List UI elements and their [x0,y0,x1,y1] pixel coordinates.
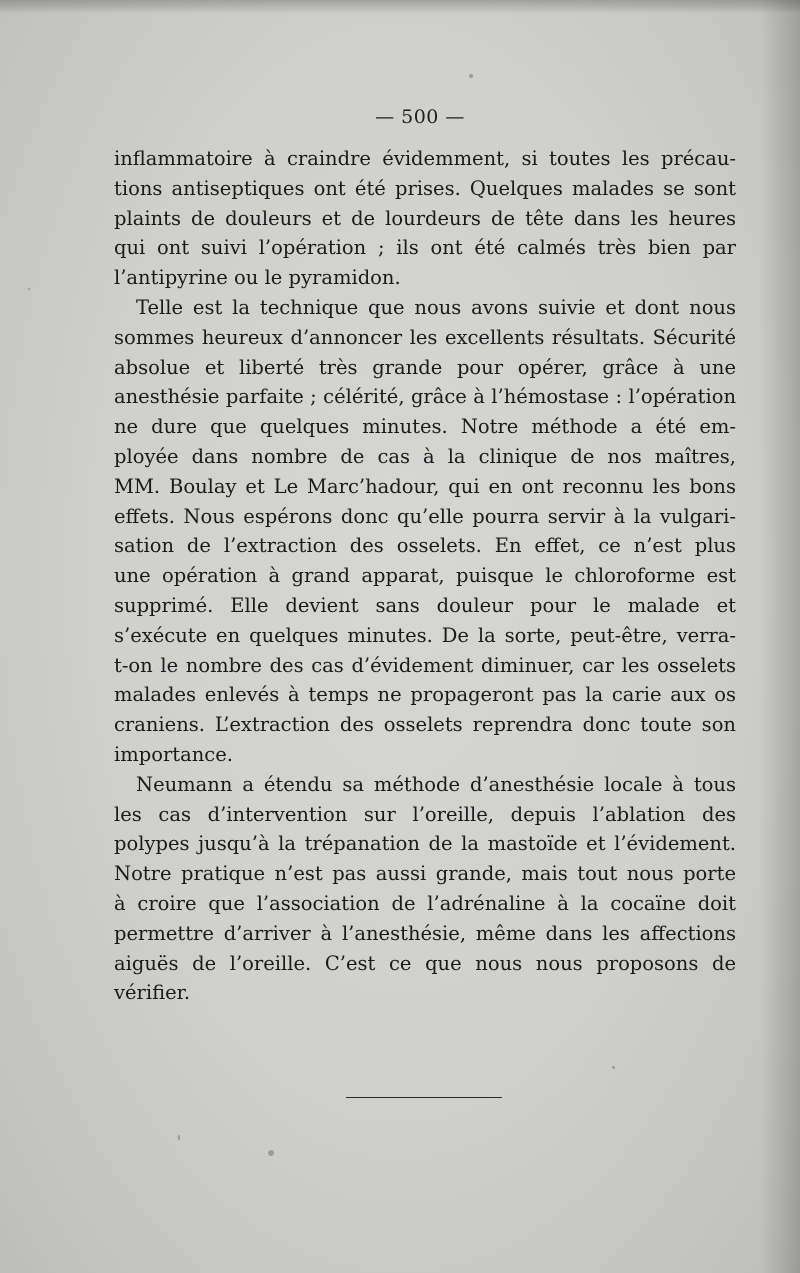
text-line: effets. Nous espérons donc qu’elle pourra servir à la vulgari- [114,504,736,528]
scan-speck [268,1150,274,1156]
text-line: à croire que l’association de l’adrénaline à la cocaïne doit [114,891,736,915]
paragraph-3 [114,770,736,1008]
text-line: Telle est la technique que nous avons suivie et dont nous [136,295,736,319]
paragraph-1 [114,144,736,293]
text-line: les cas d’intervention sur l’oreille, depuis l’ablation des [114,802,736,826]
text-line: sation de l’extraction des osselets. En effet, ce n’est plus [114,534,736,558]
text-line: plaints de douleurs et de lourdeurs de tête dans les heures [114,206,736,230]
text-line: anesthésie parfaite ; célérité, grâce à l’hémostase : l’opération [114,385,736,409]
text-line: Neumann a étendu sa méthode d’anesthésie locale à tous [136,772,736,796]
body-text [114,144,736,1008]
text-line: permettre d’arriver à l’anesthésie, même dans les affections [114,921,736,945]
text-line: MM. Boulay et Le Marc’hadour, qui en ont reconnu les bons [114,474,736,498]
text-line: l’antipyrine ou le pyramidon. [114,266,401,290]
text-line: qui ont suivi l’opération ; ils ont été calmés très bien par [114,236,736,260]
text-line: malades enlevés à temps ne propageront pas la carie aux os [114,683,736,707]
text-line: craniens. L’extraction des osselets reprendra donc toute son [114,713,736,737]
page-number: — 500 — [375,106,465,128]
text-line: importance. [114,742,233,766]
page-edge-shadow [760,0,800,1273]
text-line: inflammatoire à craindre évidemment, si toutes les précau- [114,147,736,170]
text-line: polypes jusqu’à la trépanation de la mastoïde et l’évidement. [114,832,736,856]
text-line: t-on le nombre des cas d’évidement diminuer, car les osselets [114,653,736,677]
text-line: aiguës de l’oreille. C’est ce que nous nous proposons de [114,951,736,975]
scan-speck [28,288,30,290]
paragraph-2 [114,293,736,770]
text-line: une opération à grand apparat, puisque le chloroforme est [114,564,736,588]
scan-speck [469,74,473,78]
text-line: sommes heureux d’annoncer les excellents résultats. Sécurité [114,325,736,349]
text-line: ployée dans nombre de cas à la clinique de nos maîtres, [114,444,736,468]
end-rule-divider [346,1097,502,1098]
text-line: s’exécute en quelques minutes. De la sorte, peut-être, verra- [114,623,736,647]
page-top-shadow [0,0,800,14]
text-line: tions antiseptiques ont été prises. Quelques malades se sont [114,176,736,200]
text-line: Notre pratique n’est pas aussi grande, mais tout nous porte [114,862,736,886]
scan-speck [612,1066,615,1069]
scan-speck [178,1135,180,1140]
text-line: supprimé. Elle devient sans douleur pour le malade et [114,593,736,617]
text-line: vérifier. [114,981,191,1005]
text-line: ne dure que quelques minutes. Notre méthode a été em- [114,415,736,439]
text-line: absolue et liberté très grande pour opérer, grâce à une [114,355,736,379]
